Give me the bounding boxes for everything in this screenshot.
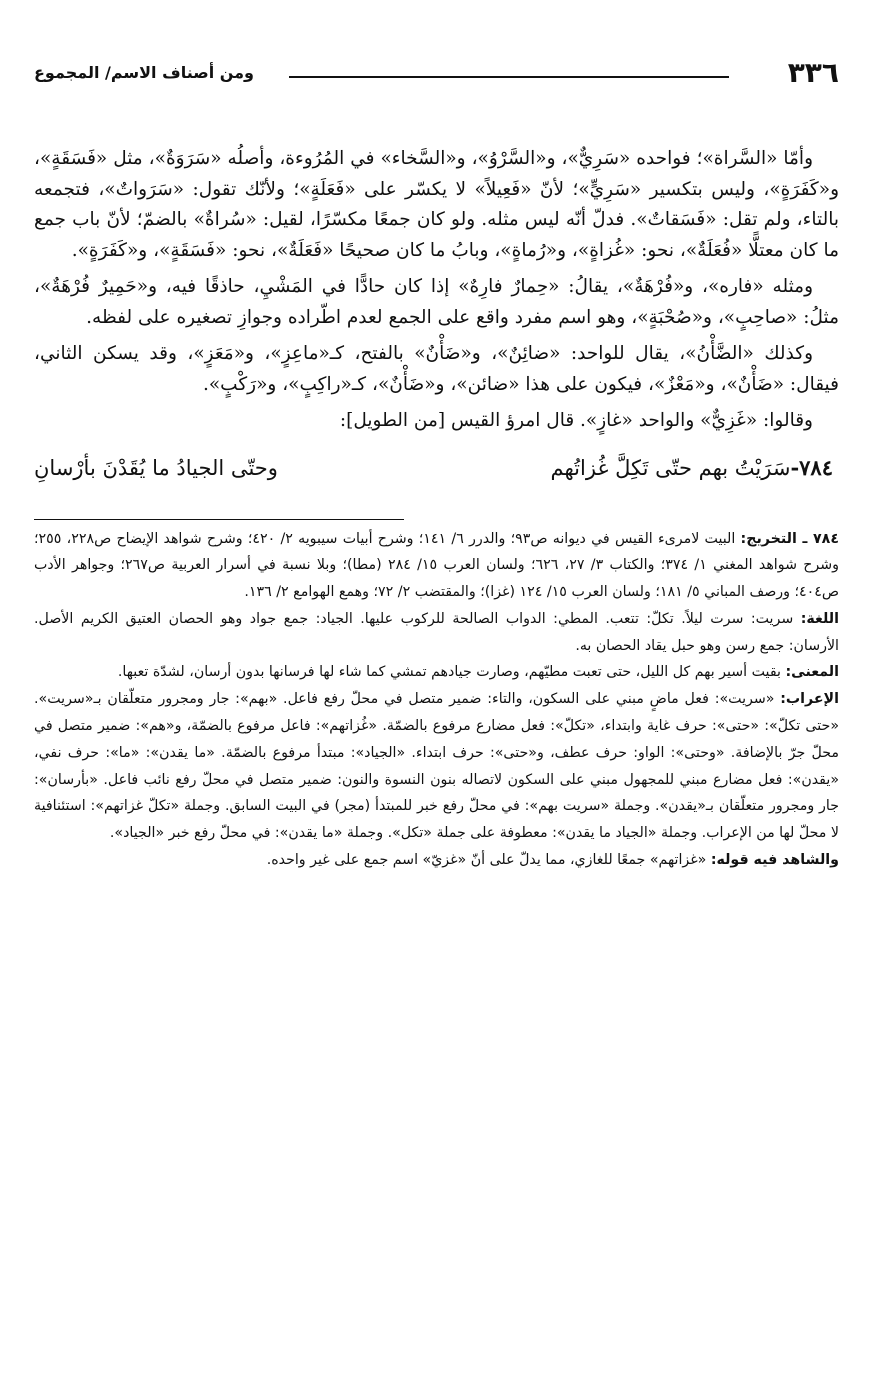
paragraph-saraa: وأمّا «السَّراة»؛ فواحده «سَرِيٌّ»، و«السَّرْوُ»، و«السَّخاء» في المُرُوءة، وأصلُه «سَرَوَةٌ»، مثل «فَسَقَةٍ»، و«كَفَرَةٍ»، وليس بتكسير «سَرِيٍّ»؛ لأنّ «فَعِيلاً» لا يكسّر على «فَعَلَةٍ»؛ ولأنّك تقول: «سَرَواتٌ»، فتجمعه بالتاء، ولم تقل: «فَسَقاتٌ». فدلّ أنّه ليس مثله. ولو كان جمعًا مكسّرًا، لقيل: «سُراةٌ» بالضمّ؛ لأنّ باب جمع ما كان معتلًّا «فُعَلَةٌ»، نحو: «غُزاةٍ»، و«رُماةٍ»، وبابُ ما كان صحيحًا «فَعَلَةٌ»، نحو: «فَسَقَةٍ»، و«كَفَرَةٍ». [34, 148, 839, 261]
footnote-heading: الإعراب: [780, 691, 839, 708]
poetry-verse [34, 451, 839, 485]
footnote-heading: المعنى: [785, 664, 839, 681]
footnote-heading: والشاهد فيه قوله: [710, 852, 839, 869]
footnote-irab: الإعراب: «سريت»: فعل ماضٍ مبني على السكون، والتاء: ضمير متصل في محلّ رفع فاعل. «بهم»: جار ومجرور متعلّقان بـ«سريت». «حتى تكلّ»: «حتى»: حرف غاية وابتداء، «تكلّ»: فعل مضارع مرفوع بالضمّة. «غُزاتهم»: فاعل مرفوع بالضمّة، و«هم»: ضمير متصل في محلّ جرّ بالإضافة. «وحتى»: الواو: حرف عطف، و«حتى»: حرف ابتداء. «الجياد»: مبتدأ مرفوع بالضمّة. «ما يقدن»: «ما»: حرف نفي، «يقدن»: فعل مضارع مبني للمجهول مبني على السكون لاتصاله بنون النسوة والنون: ضمير متصل في محلّ رفع نائب فاعل. «بأرسان»: جار ومجرور متعلّقان بـ«يقدن». وجملة «سريت بهم»: في محلّ رفع خبر للمبتدأ (مجر) في البيت السابق. وجملة «تكلّ غزاتهم»: استئنافية لا محلّ لها من الإعراب. وجملة «الجياد ما يقدن»: معطوفة على جملة «تكل». وجملة «ما يقدن»: في محلّ رفع خبر «الجياد». [34, 691, 839, 842]
paragraph-daan: وكذلك «الضَّأْنُ»، يقال للواحد: «ضائِنٌ»، و«ضَأْنٌ» بالفتح، كـ«ماعِزٍ»، و«مَعَزٍ»، وقد يسكن الثاني، فيقال: «ضَأْنٌ»، و«مَعْزٌ»، فيكون على هذا «ضائن»، و«ضَأْنٌ»، كـ«راكِبٍ»، و«رَكْبٍ». [34, 343, 839, 395]
footnotes [34, 526, 839, 874]
page-header [34, 52, 839, 88]
footnote-rule [34, 519, 404, 520]
running-title: ومن أصناف الاسم/ المجموع [34, 63, 254, 82]
verse-second-hemistich: وحتّى الجيادُ ما يُقَدْنَ بأرْسانِ [34, 455, 278, 480]
paragraph-ghaziy: وقالوا: «غَزِيٌّ» والواحد «غازٍ». قال امرؤ القيس [من الطويل]: [339, 410, 813, 431]
footnote-shahid: والشاهد فيه قوله: «غزاتهم» جمعًا للغازي، مما يدلّ على أنّ «غزيّ» اسم جمع على غير واحده. [266, 852, 839, 869]
header-rule [289, 76, 729, 78]
main-text [34, 144, 839, 437]
footnote-heading: اللغة: [800, 610, 839, 627]
page-number: ٣٣٦ [787, 56, 839, 89]
verse-number: ٧٨٤- [790, 454, 833, 480]
footnote-lugha: اللغة: سريت: سرت ليلاً. تكلّ: تتعب. المطي: الدواب الصالحة للركوب عليها. الجياد: جمع جواد وهو الحصان العتيق الكريم الأصل. الأرسان: جمع رسن وهو حبل يقاد الحصان به. [34, 610, 839, 654]
footnote-maana: المعنى: بقيت أسير بهم كل الليل، حتى تعبت مطيّهم، وصارت جيادهم تمشي كما شاء لها فرسانها بدون أرسان، لشدّة تعبها. [117, 664, 839, 681]
paragraph-farih: ومثله «فاره»، و«فُرْهَةٌ»، يقالُ: «حِمارٌ فارِهٌ» إذا كان حادًّا في المَشْيِ، حاذقًا فيه، و«حَمِيرٌ فُرْهَةٌ»، مثلُ: «صاحِبٍ»، و«صُحْبَةٍ»، وهو اسم مفرد واقع على الجمع لعدم اطّراده وجوازِ تصغيره على لفظه. [34, 276, 839, 328]
footnote-heading: ٧٨٤ ـ التخريج: [740, 530, 839, 547]
book-page [34, 52, 839, 874]
verse-first-hemistich: ٧٨٤-سَرَيْتُ بهم حتّى تَكِلَّ غُزاتُهم [550, 454, 833, 480]
footnote-takhrij: ٧٨٤ ـ التخريج: البيت لامرىء القيس في ديوانه ص٩٣؛ والدرر ٦/ ١٤١؛ وشرح أبيات سيبويه ٢/ ٤٢٠؛ وشرح شواهد الإيضاح ص٢٢٨، ٢٥٥؛ وشرح شواهد المغني ١/ ٣٧٤؛ والكتاب ٣/ ٢٧، ٦٢٦؛ ولسان العرب ١٥/ ٢٨٤ (مطا)؛ وبلا نسبة في أسرار العربية ص٢٦٧؛ وجواهر الأدب ص٤٠٤؛ ورصف المباني ٥/ ١٨١؛ ولسان العرب ١٥/ ١٢٤ (غزا)؛ والمقتضب ٢/ ٧٢؛ وهمع الهوامع ٢/ ١٣٦. [34, 530, 839, 601]
